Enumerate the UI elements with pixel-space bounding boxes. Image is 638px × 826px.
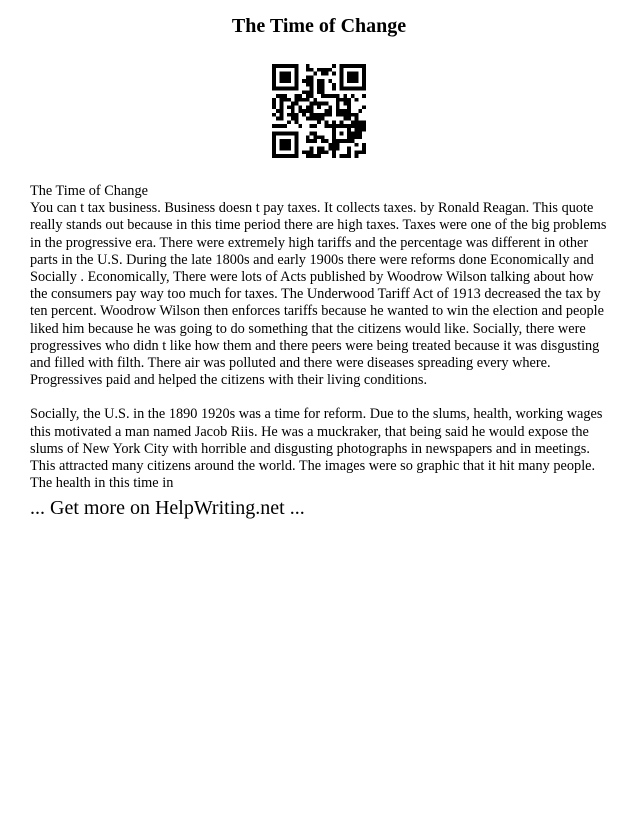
get-more-link[interactable]: ... Get more on HelpWriting.net ... <box>30 497 305 519</box>
paragraph: Socially, the U.S. in the 1890 1920s was a time for reform. Due to the slums, health, working wages this motivated a man named Jacob Riis. He was a muckraker, that being said he would expose the slums of New York City with horrible and disgusting photographs in newspapers and in meetings. This attracted many citizens around the world. The images were so graphic that it hit many people. The health in this time in <box>30 406 603 492</box>
qr-code-icon <box>272 64 366 158</box>
page-title: The Time of Change <box>231 15 407 37</box>
article-body <box>30 183 610 492</box>
article-heading-line: The Time of Change <box>30 183 148 199</box>
paragraph: You can t tax business. Business doesn t pay taxes. It collects taxes. by Ronald Reagan. This quote really stands out because in this time period there are high taxes. Taxes were one of the big problems in the progressive era. There were extremely high tariffs and the percentage was different in other parts in the U.S. During the late 1800s and early 1900s there were reforms done Economically and Socially . Economically, There were lots of Acts published by Woodrow Wilson talking about how the consumers pay way too much for taxes. The Underwood Tariff Act of 1913 decreased the tax by ten percent. Woodrow Wilson then enforces tariffs because he wanted to win the election and people liked him because he was going to do something that the citizens would like. Socially, there were progressives who didn t like how them and there peers were being treated because it was disgusting and filled with filth. There air was polluted and there were diseases spreading every where. Progressives paid and helped the citizens with their living conditions. <box>30 200 607 389</box>
